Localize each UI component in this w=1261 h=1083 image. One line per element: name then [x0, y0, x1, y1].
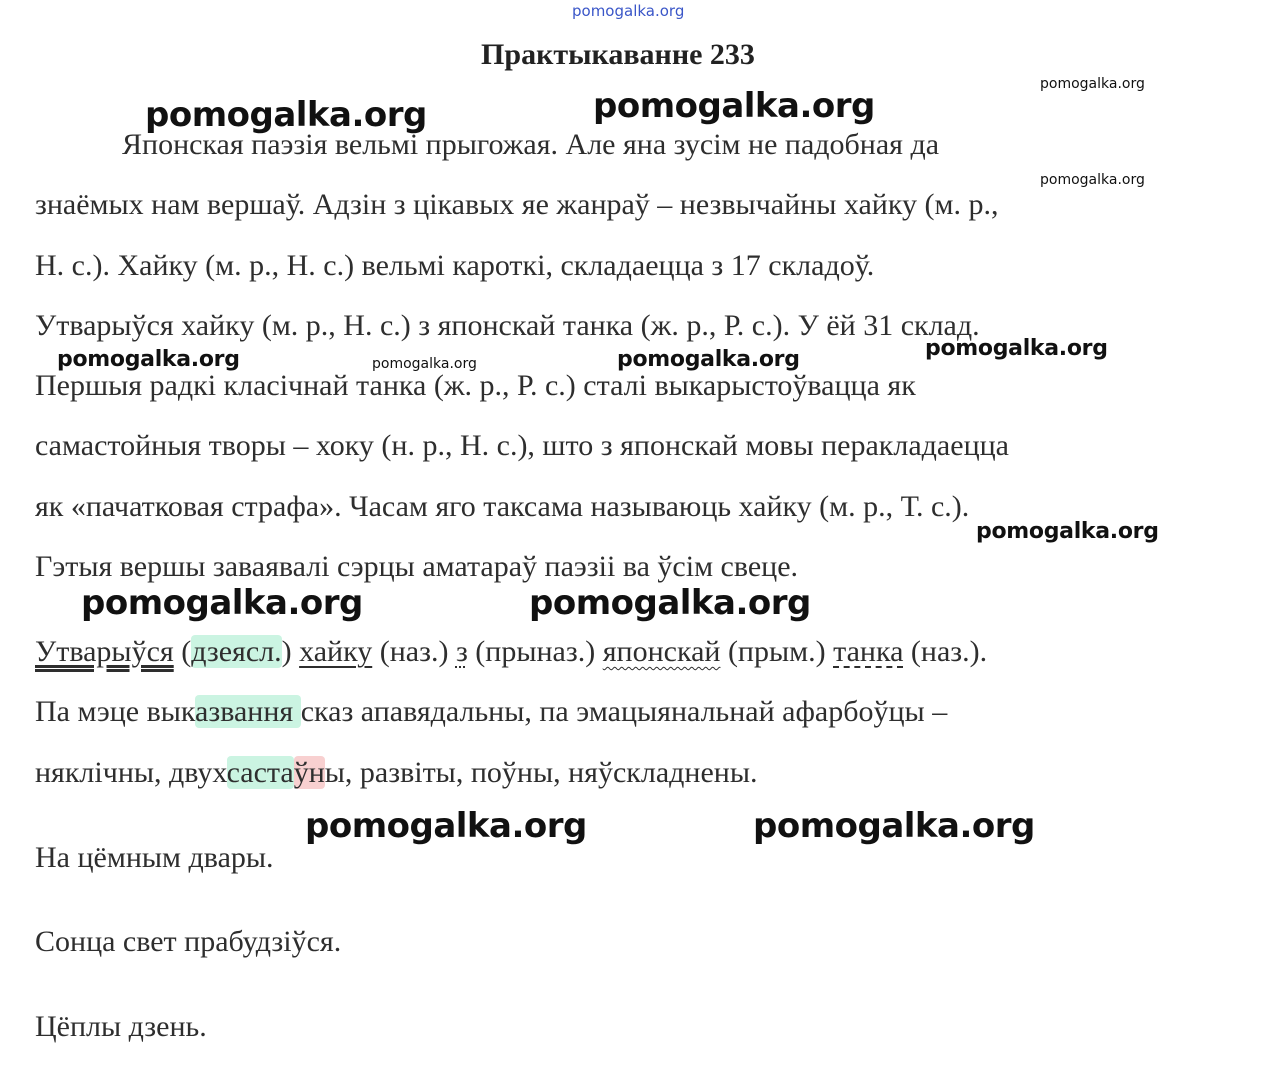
parse-sep: (наз.): [372, 635, 456, 668]
text-line: самастойныя творы – хоку (н. р., Н. с.), што з японскай мовы перакладаецца: [35, 429, 1009, 462]
watermark[interactable]: pomogalka.org: [976, 519, 1159, 544]
analysis-text: сказ апавядальны, па эмацыянальнай афарбоўцы –: [300, 695, 948, 728]
analysis-text: няклічны, двух: [35, 756, 227, 789]
object-word: танка: [833, 635, 904, 668]
highlight-green: азвання: [195, 695, 301, 728]
analysis-text: Па мэце вык: [35, 695, 196, 728]
watermark[interactable]: pomogalka.org: [1040, 172, 1145, 188]
text-line: Утварыўся хайку (м. р., Н. с.) з японскай танка (ж. р., Р. с.). У ёй 31 склад.: [35, 309, 980, 342]
watermark[interactable]: pomogalka.org: [145, 95, 427, 135]
text-line: Н. с.). Хайку (м. р., Н. с.) вельмі кароткі, складаецца з 17 складоў.: [35, 249, 875, 282]
analysis-line: [35, 756, 757, 790]
preposition-word: з: [455, 635, 468, 668]
parse-sep: (прым.): [720, 635, 834, 668]
text-line: Японская паэзія вельмі прыгожая. Але яна зусім не падобная да: [122, 128, 940, 161]
watermark[interactable]: pomogalka.org: [57, 347, 240, 372]
attribute-word: японскай: [602, 635, 721, 668]
predicate-word: Утварыўся: [35, 635, 174, 668]
parse-sep: (наз.).: [903, 635, 988, 668]
analysis-line: [35, 695, 947, 729]
haiku-line: Сонца свет прабудзіўся.: [35, 925, 342, 958]
watermark[interactable]: pomogalka.org: [305, 806, 587, 846]
haiku-line: На цёмным двары.: [35, 841, 274, 874]
watermark-top[interactable]: pomogalka.org: [572, 2, 685, 20]
analysis-text: ы, развіты, поўны, няўскладнены.: [324, 756, 758, 789]
parse-sep: (: [173, 635, 192, 668]
watermark[interactable]: pomogalka.org: [925, 336, 1108, 361]
text-line: знаёмых нам вершаў. Адзін з цікавых яе жанраў – незвычайны хайку (м. р.,: [35, 188, 999, 221]
haiku-line: Цёплы дзень.: [35, 1010, 207, 1043]
subject-word: хайку: [299, 635, 373, 668]
watermark[interactable]: pomogalka.org: [753, 806, 1035, 846]
text-line: як «пачатковая страфа». Часам яго таксама называюць хайку (м. р., Т. с.).: [35, 490, 970, 523]
highlight-green: саста: [226, 756, 294, 789]
watermark[interactable]: pomogalka.org: [529, 583, 811, 623]
pos-label: дзеясл.: [191, 635, 282, 668]
watermark[interactable]: pomogalka.org: [617, 347, 800, 372]
watermark[interactable]: pomogalka.org: [81, 583, 363, 623]
watermark[interactable]: pomogalka.org: [593, 86, 875, 126]
sentence-parse: [35, 635, 987, 669]
watermark[interactable]: pomogalka.org: [1040, 76, 1145, 92]
text-line: Першыя радкі класічнай танка (ж. р., Р. с.) сталі выкарыстоўвацца як: [35, 369, 916, 402]
watermark[interactable]: pomogalka.org: [372, 356, 477, 372]
page-title: Практыкаванне 233: [481, 38, 755, 71]
parse-sep: ): [281, 635, 300, 668]
highlight-red: ўн: [293, 756, 325, 789]
parse-sep: (прыназ.): [467, 635, 603, 668]
text-line: Гэтыя вершы заваявалі сэрцы аматараў паэзіі ва ўсім свеце.: [35, 550, 799, 583]
